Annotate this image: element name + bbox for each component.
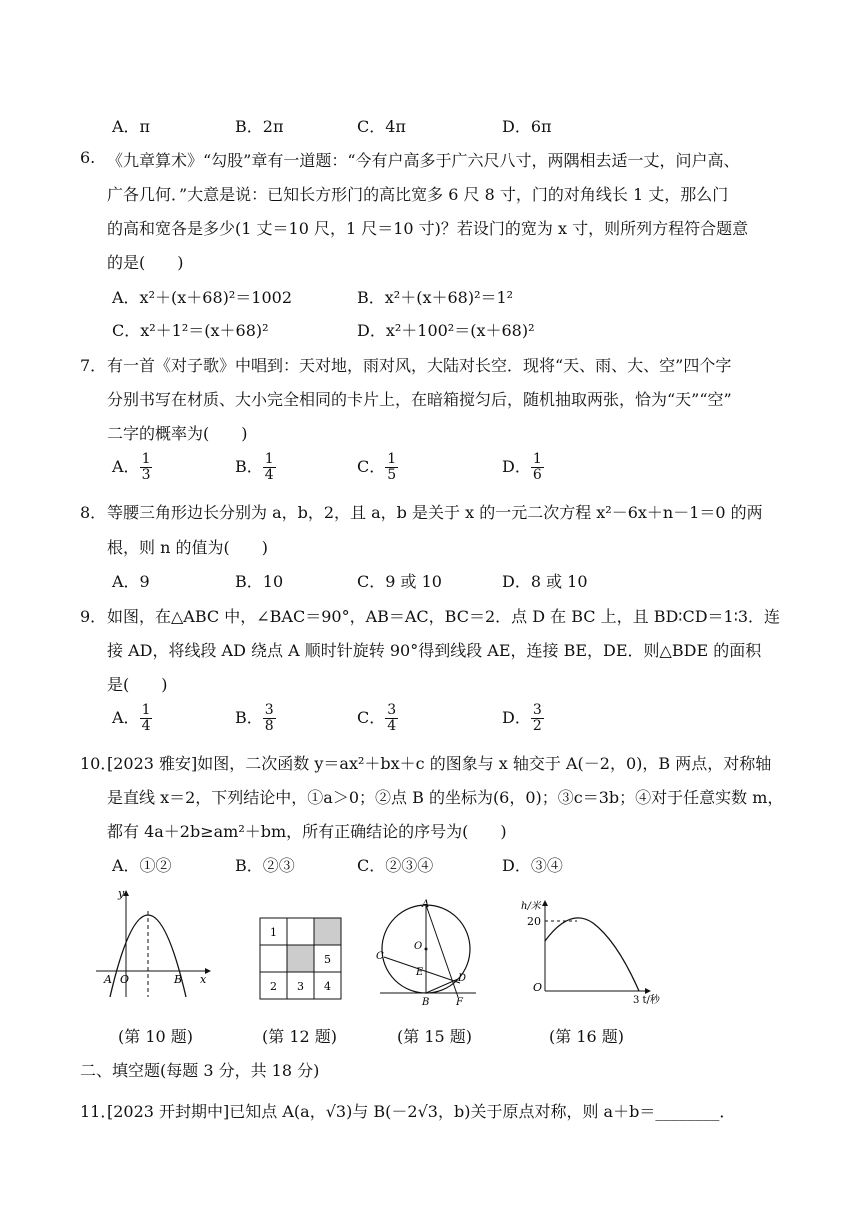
q7-line-3: 二字的概率为( ) xyxy=(107,424,248,443)
q9-a-numerator: 1 xyxy=(141,702,151,718)
q5-option-c: C．4π xyxy=(357,117,406,136)
q5-option-d: D．6π xyxy=(502,117,552,136)
label-20: 20 xyxy=(527,915,541,928)
q10-option-c: C．②③④ xyxy=(357,856,434,875)
q9-option-b: B． $\frac{3}{8}$ xyxy=(235,702,274,734)
label-o: O xyxy=(533,981,543,994)
q7-d-denominator: 6 xyxy=(532,467,542,483)
q9-option-a: A． $\frac{1}{4}$ xyxy=(112,702,151,734)
q9-option-c: C． $\frac{3}{4}$ xyxy=(357,702,397,734)
q10-line-3: 都有 4a＋2b≥am²＋bm，所有正确结论的序号为( ) xyxy=(107,822,507,841)
q8-option-a: A．9 xyxy=(112,572,150,591)
q7-a-denominator: 3 xyxy=(141,467,151,483)
figure-16-graph xyxy=(515,895,665,1007)
q9-d-numerator: 3 xyxy=(532,702,542,718)
q7-option-a: A． $\frac{1}{3}$ xyxy=(112,451,151,483)
q6-option-c: C．x²＋1²＝(x＋68)² xyxy=(112,321,269,340)
q10-option-d: D．③④ xyxy=(502,856,563,875)
q7-b-denominator: 4 xyxy=(264,467,274,483)
q8-option-d: D．8 或 10 xyxy=(502,572,588,591)
q7-d-numerator: 1 xyxy=(532,451,542,467)
segment-af xyxy=(426,905,458,997)
height-curve xyxy=(545,918,639,991)
q7-c-denominator: 5 xyxy=(387,467,397,483)
cell-1: 1 xyxy=(270,926,277,939)
label-y: y xyxy=(118,887,125,900)
label-d: D xyxy=(458,973,467,984)
label-f: F xyxy=(456,997,463,1007)
q9-number: 9． xyxy=(80,607,107,626)
label-b: B xyxy=(174,973,183,986)
label-b: B xyxy=(422,997,430,1007)
q7-line-1: 有一首《对子歌》中唱到：天对地，雨对风，大陆对长空．现将“天、雨、大、空”四个字 xyxy=(107,356,732,375)
q7-option-b: B． $\frac{1}{4}$ xyxy=(235,451,274,483)
q11-text: [2023 开封期中]已知点 A(a，√3)与 B(－2√3，b)关于原点对称，则 a＋b＝________． xyxy=(107,1102,736,1121)
q6-line-3: 的高和宽各是多少(1 丈＝10 尺，1 尺＝10 寸)？若设门的宽为 x 寸，则所列方程符合题意 xyxy=(107,219,749,238)
q9-b-numerator: 3 xyxy=(264,702,274,718)
label-e: E xyxy=(416,967,424,978)
caption-fig12: (第 12 题) xyxy=(262,1027,338,1046)
q9-line-1: 如图，在△ABC 中，∠BAC＝90°，AB＝AC，BC＝2．点 D 在 BC 上，且 BD∶CD＝1∶3．连 xyxy=(107,607,781,626)
q5-option-a: A．π xyxy=(112,117,151,136)
shaded-cell-center xyxy=(287,945,314,972)
q9-option-d: D． $\frac{3}{2}$ xyxy=(502,702,542,734)
q9-line-3: 是( ) xyxy=(107,675,168,694)
q8-option-b: B．10 xyxy=(235,572,284,591)
q7-a-numerator: 1 xyxy=(141,451,151,467)
q10-line-1: [2023 雅安]如图，二次函数 y＝ax²＋bx＋c 的图象与 x 轴交于 A(－2，0)，B 两点，对称轴 xyxy=(107,754,772,773)
q7-number: 7． xyxy=(80,356,107,375)
q8-option-c: C．9 或 10 xyxy=(357,572,442,591)
cell-5: 5 xyxy=(324,953,331,966)
label-a: A xyxy=(104,973,112,986)
q6-option-d: D．x²＋100²＝(x＋68)² xyxy=(357,321,535,340)
q10-line-2: 是直线 x＝2，下列结论中，①a＞0；②点 B 的坐标为(6，0)；③c＝3b；④对于任意实数 m， xyxy=(107,788,784,807)
q6-line-2: 广各几何．”大意是说：已知长方形门的高比宽多 6 尺 8 寸，门的对角线长 1 丈，那么门 xyxy=(107,185,729,204)
label-c: C xyxy=(376,951,384,962)
q7-option-d: D． $\frac{1}{6}$ xyxy=(502,451,542,483)
figure-10-parabola xyxy=(90,885,220,1005)
label-h: h/米 xyxy=(521,901,541,912)
label-x: x xyxy=(200,973,207,986)
q7-c-numerator: 1 xyxy=(387,451,397,467)
cell-3: 3 xyxy=(297,980,304,993)
label-o: O xyxy=(120,973,130,986)
q9-c-denominator: 4 xyxy=(387,718,397,734)
q10-option-b: B．②③ xyxy=(235,856,295,875)
q10-number: 10． xyxy=(80,754,117,773)
q9-d-denominator: 2 xyxy=(532,718,542,734)
caption-fig15: (第 15 题) xyxy=(397,1027,473,1046)
q6-option-a: A．x²＋(x＋68)²＝1002 xyxy=(112,288,292,307)
q5-option-b: B．2π xyxy=(235,117,284,136)
label-t: 3 t/秒 xyxy=(633,995,660,1006)
q10-option-a: A．①② xyxy=(112,856,172,875)
section-2-heading: 二、填空题(每题 3 分，共 18 分) xyxy=(80,1061,320,1080)
q7-line-2: 分别书写在材质、大小完全相同的卡片上，在暗箱搅匀后，随机抽取两张，恰为“天”“空” xyxy=(107,390,732,409)
cell-2: 2 xyxy=(270,980,277,993)
caption-fig16: (第 16 题) xyxy=(549,1027,625,1046)
segment-bd xyxy=(426,979,458,993)
q9-a-denominator: 4 xyxy=(141,718,151,734)
q9-b-denominator: 8 xyxy=(264,718,274,734)
caption-fig10: (第 10 题) xyxy=(118,1027,194,1046)
cell-4: 4 xyxy=(324,980,331,993)
q6-line-4: 的是( ) xyxy=(107,253,184,272)
figure-12-grid xyxy=(258,917,348,1001)
q6-option-b: B．x²＋(x＋68)²＝1² xyxy=(357,288,514,307)
q11-number: 11． xyxy=(80,1102,117,1121)
q9-line-2: 接 AD，将线段 AD 绕点 A 顺时针旋转 90°得到线段 AE，连接 BE，DE．则△BDE 的面积 xyxy=(107,641,762,660)
q8-line-2: 根，则 n 的值为( ) xyxy=(107,538,268,557)
q6-line-1: 《九章算术》“勾股”章有一道题：“今有户高多于广六尺八寸，两隅相去适一丈，问户高、 xyxy=(107,151,740,170)
q8-number: 8． xyxy=(80,503,107,522)
figure-15-circle xyxy=(372,897,482,1007)
label-o: O xyxy=(414,941,423,952)
q7-b-numerator: 1 xyxy=(264,451,274,467)
label-a: A xyxy=(422,899,430,910)
q7-option-c: C． $\frac{1}{5}$ xyxy=(357,451,397,483)
q6-number: 6. xyxy=(80,148,96,167)
q9-c-numerator: 3 xyxy=(387,702,397,718)
q8-line-1: 等腰三角形边长分别为 a，b，2，且 a，b 是关于 x 的一元二次方程 x²－6x＋n－1＝0 的两 xyxy=(107,503,763,522)
shaded-cell-top-right xyxy=(314,918,341,945)
